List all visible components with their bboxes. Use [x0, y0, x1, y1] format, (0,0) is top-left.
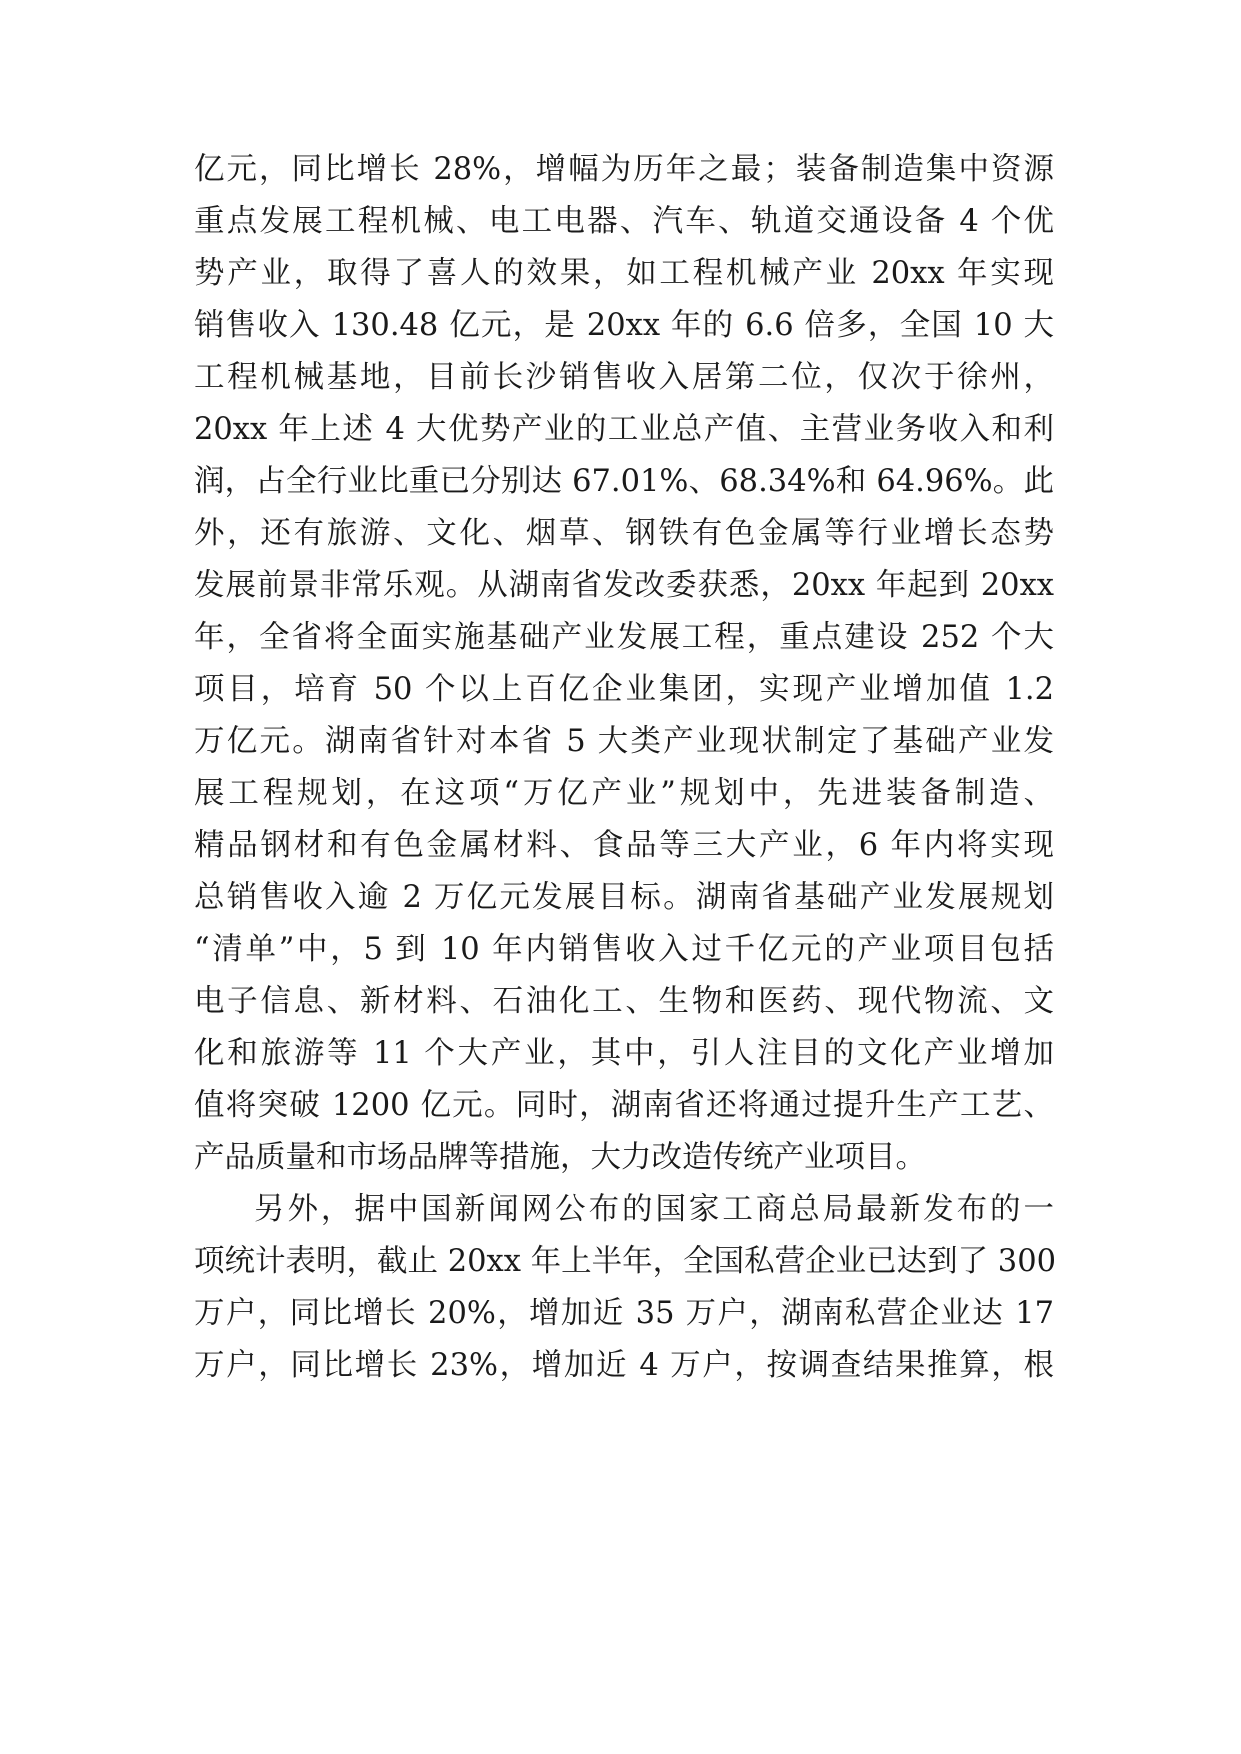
body-text-line: 总销售收入逾 2 万亿元发展目标。湖南省基础产业发展规划	[194, 880, 1054, 915]
body-text-line: 万户，同比增长 20%，增加近 35 万户，湖南私营企业达 17	[194, 1296, 1054, 1331]
body-text-line: 年，全省将全面实施基础产业发展工程，重点建设 252 个大	[194, 620, 1054, 655]
body-text-line: 工程机械基地，目前长沙销售收入居第二位，仅次于徐州，	[194, 360, 1054, 395]
body-text-line: 润，占全行业比重已分别达 67.01%、68.34%和 64.96%。此	[194, 464, 1054, 499]
body-text-line: 外，还有旅游、文化、烟草、钢铁有色金属等行业增长态势	[194, 516, 1054, 551]
body-text-line: 值将突破 1200 亿元。同时，湖南省还将通过提升生产工艺、	[194, 1088, 1054, 1123]
body-text-line: 势产业，取得了喜人的效果，如工程机械产业 20xx 年实现	[194, 256, 1054, 291]
body-text-line: 万户，同比增长 23%，增加近 4 万户，按调查结果推算，根	[194, 1348, 1054, 1383]
body-text-line: 精品钢材和有色金属材料、食品等三大产业，6 年内将实现	[194, 828, 1054, 863]
body-text-line: 电子信息、新材料、石油化工、生物和医药、现代物流、文	[194, 984, 1054, 1019]
body-text-line: 发展前景非常乐观。从湖南省发改委获悉，20xx 年起到 20xx	[194, 568, 1054, 603]
body-text-line: 亿元，同比增长 28%，增幅为历年之最；装备制造集中资源	[194, 152, 1054, 187]
body-text-line: “清单”中，5 到 10 年内销售收入过千亿元的产业项目包括	[194, 932, 1054, 967]
body-text-line: 另外，据中国新闻网公布的国家工商总局最新发布的一	[254, 1192, 1054, 1227]
body-text-line: 项目，培育 50 个以上百亿企业集团，实现产业增加值 1.2	[194, 672, 1054, 707]
body-text-line: 销售收入 130.48 亿元，是 20xx 年的 6.6 倍多，全国 10 大	[194, 308, 1054, 343]
body-text-line: 万亿元。湖南省针对本省 5 大类产业现状制定了基础产业发	[194, 724, 1054, 759]
body-text-line: 20xx 年上述 4 大优势产业的工业总产值、主营业务收入和利	[194, 412, 1054, 447]
body-text-line: 重点发展工程机械、电工电器、汽车、轨道交通设备 4 个优	[194, 204, 1054, 239]
body-text-line: 项统计表明，截止 20xx 年上半年，全国私营企业已达到了 300	[194, 1244, 1057, 1279]
body-text-line: 产品质量和市场品牌等措施，大力改造传统产业项目。	[194, 1140, 926, 1175]
body-text-line: 展工程规划，在这项“万亿产业”规划中，先进装备制造、	[194, 776, 1054, 811]
body-text-line: 化和旅游等 11 个大产业，其中，引人注目的文化产业增加	[194, 1036, 1054, 1071]
